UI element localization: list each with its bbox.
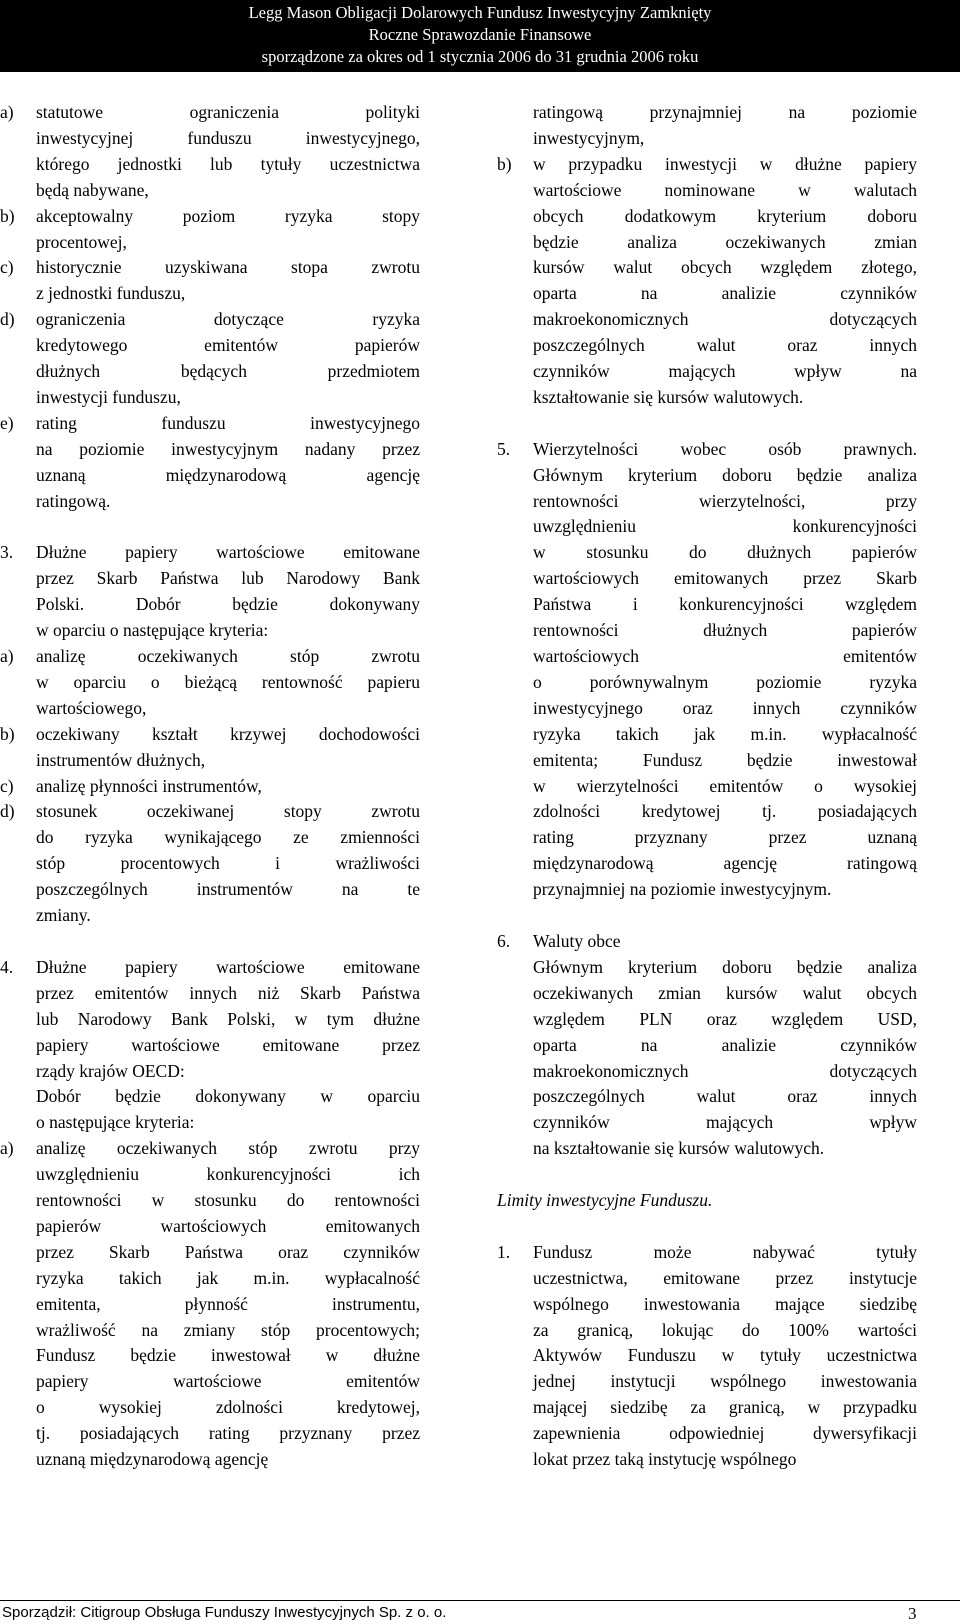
text-line: papierów wartościowych emitowanych <box>36 1215 420 1236</box>
header-period: sporządzone za okres od 1 stycznia 2006 do 31 grudnia 2006 roku <box>261 47 699 66</box>
text-line: Dłużne papiery wartościowe emitowane <box>36 542 420 563</box>
right-column <box>497 100 917 1473</box>
list-text <box>36 1136 420 1473</box>
text-line: przez emitentów innych niż Skarb Państwa <box>36 982 420 1003</box>
text-line: poszczególnych instrumentów na te <box>36 879 420 900</box>
section-4-criteria <box>0 1084 420 1136</box>
text-line: Głównym kryterium doboru będzie analiza <box>533 464 917 485</box>
text-line: Polski. Dobór będzie dokonywany <box>36 594 420 615</box>
list-item <box>0 100 420 204</box>
text-line: rentowności w stosunku do rentowności <box>36 1190 420 1211</box>
list-text <box>533 437 917 903</box>
text-line: uwzględnieniu konkurencyjności ich <box>36 1164 420 1185</box>
text-line: rating funduszu inwestycyjnego <box>36 412 420 433</box>
text-line: wartościowe nominowane w walutach <box>533 179 917 200</box>
text-line: emitenta; Fundusz będzie inwestował <box>533 749 917 770</box>
section-6 <box>497 929 917 1162</box>
text-line: inwestycji funduszu, <box>36 386 181 407</box>
section-3 <box>0 540 420 644</box>
text-line: poszczególnych walut oraz innych <box>533 335 917 356</box>
header-fund-name: Legg Mason Obligacji Dolarowych Fundusz Inwestycyjny Zamknięty <box>248 3 712 22</box>
text-line: inwestycyjnego oraz innych czynników <box>533 697 917 718</box>
text-line: ryzyka takich jak m.in. wypłacalność <box>533 723 917 744</box>
text-line: wartościowych emitowanych przez Skarb <box>533 568 917 589</box>
text-line: wartościowych emitentów <box>533 646 917 667</box>
list-text <box>36 774 420 800</box>
list-text <box>36 307 420 411</box>
list-item <box>0 644 420 722</box>
text-line: oczekiwanych zmian kursów walut obcych <box>533 982 917 1003</box>
text-line: oczekiwany kształt krzywej dochodowości <box>36 723 420 744</box>
list-item <box>0 307 420 411</box>
text-line: oparta na analizie czynników <box>533 1034 917 1055</box>
text-line: kursów walut obcych względem złotego, <box>533 257 917 278</box>
list-marker: 3. <box>0 542 14 563</box>
list-marker: d) <box>0 801 15 822</box>
list-marker: b) <box>0 205 15 226</box>
list-item <box>0 774 420 800</box>
list-text <box>36 799 420 929</box>
text-line: będą nabywane, <box>36 179 149 200</box>
document-footer <box>0 1600 960 1624</box>
list-text <box>36 722 420 774</box>
text-line: o następujące kryteria: <box>36 1112 195 1133</box>
text-line: lub Narodowy Bank Polski, w tym dłużne <box>36 1008 420 1029</box>
text-line: oparta na analizie czynników <box>533 283 917 304</box>
text-line: wartościowego, <box>36 697 147 718</box>
text-line: czynników mających wpływ na <box>533 361 917 382</box>
text-line: papiery wartościowe emitowane przez <box>36 1034 420 1055</box>
text-line: o porównywalnym poziomie ryzyka <box>533 671 917 692</box>
list-text <box>36 255 420 307</box>
text-line: stosunek oczekiwanej stopy zwrotu <box>36 801 420 822</box>
list-text <box>36 955 420 1085</box>
text-line: rating przyznany przez uznaną <box>533 827 917 848</box>
text-line: Wierzytelności wobec osób prawnych. <box>533 438 917 459</box>
list-text <box>36 411 420 515</box>
text-line: analizę oczekiwanych stóp zwrotu przy <box>36 1138 420 1159</box>
text-line: w oparciu o następujące kryteria: <box>36 620 269 641</box>
text-line: Dobór będzie dokonywany w oparciu <box>36 1086 420 1107</box>
text-line: poszczególnych walut oraz innych <box>533 1086 917 1107</box>
list-marker: 1. <box>497 1241 511 1262</box>
text-line: ratingową przynajmniej na poziomie <box>533 102 917 122</box>
text-line: obcych dodatkowym kryterium doboru <box>533 205 917 226</box>
text-line: instrumentów dłużnych, <box>36 749 206 770</box>
text-line: na kształtowanie się kursów walutowych. <box>533 1138 825 1159</box>
text-line: będzie analiza oczekiwanych zmian <box>533 231 917 252</box>
text-line: rentowności dłużnych papierów <box>533 620 917 641</box>
text-line: mającej siedzibę za granicą, w przypadku <box>533 1397 917 1418</box>
text-line: analizę płynności instrumentów, <box>36 775 262 796</box>
list-text <box>36 644 420 722</box>
text-line: w przypadku inwestycji w dłużne papiery <box>533 153 917 174</box>
text-line: z jednostki funduszu, <box>36 283 186 304</box>
limit-item-1 <box>497 1240 917 1473</box>
list-item <box>0 1136 420 1473</box>
text-line: emitenta, płynność instrumentu, <box>36 1293 420 1314</box>
text-line: zmiany. <box>36 905 91 926</box>
list-marker: e) <box>0 412 14 433</box>
text-line: zdolności kredytowej tj. posiadających <box>533 801 917 822</box>
text-line: dłużnych będących przedmiotem <box>36 361 420 382</box>
list-text <box>36 204 420 256</box>
page-number: 3 <box>908 1604 917 1623</box>
text-line: procentowej, <box>36 231 127 252</box>
text-line: rządy krajów OECD: <box>36 1060 185 1081</box>
text-line: w wierzytelności emitentów o wysokiej <box>533 775 917 796</box>
list-item <box>0 722 420 774</box>
text-line: którego jednostki lub tytuły uczestnictwa <box>36 153 420 174</box>
header-report-title: Roczne Sprawozdanie Finansowe <box>368 25 592 44</box>
text-line: uwzględnieniu konkurencyjności <box>533 516 917 537</box>
list-marker: a) <box>0 102 14 122</box>
text-line: uznaną międzynarodową agencję <box>36 1449 269 1470</box>
text-line: wrażliwość na zmiany stóp procentowych; <box>36 1319 420 1340</box>
text-line: ryzyka takich jak m.in. wypłacalność <box>36 1267 420 1288</box>
paragraph-gap <box>497 903 917 929</box>
text-line: tj. posiadających rating przyznany przez <box>36 1423 420 1444</box>
text-line: przez Skarb Państwa oraz czynników <box>36 1241 420 1262</box>
list-marker: d) <box>0 309 15 330</box>
text-line: w stosunku do dłużnych papierów <box>533 542 917 563</box>
text-line: historycznie uzyskiwana stopa zwrotu <box>36 257 420 278</box>
footer-divider <box>0 1600 960 1601</box>
limits-heading: Limity inwestycyjne Funduszu. <box>497 1190 713 1211</box>
list-marker: b) <box>0 723 15 744</box>
text-line: papiery wartościowe emitentów <box>36 1371 420 1392</box>
text-line: Aktywów Funduszu w tytuły uczestnictwa <box>533 1345 917 1366</box>
text-line: zapewnienia odpowiedniej dywersyfikacji <box>533 1423 917 1444</box>
text-line: lokat przez taką instytucję wspólnego <box>533 1449 797 1470</box>
text-line: przez Skarb Państwa lub Narodowy Bank <box>36 568 420 589</box>
footer-prepared-by: Sporządził: Citigroup Obsługa Funduszy Inwestycyjnych Sp. z o. o. <box>2 1604 447 1621</box>
continued-item <box>497 100 917 152</box>
list-marker: c) <box>0 775 14 796</box>
list-marker: c) <box>0 257 14 278</box>
list-text <box>36 540 420 644</box>
paragraph-gap <box>497 1162 917 1188</box>
text-line: analizę oczekiwanych stóp zwrotu <box>36 646 420 667</box>
text-line: międzynarodową agencję ratingową <box>533 853 917 874</box>
text-line: ratingową. <box>36 490 111 511</box>
text-line: Głównym kryterium doboru będzie analiza <box>533 956 917 977</box>
paragraph-gap <box>0 515 420 541</box>
list-item <box>0 204 420 256</box>
list-text <box>36 100 420 204</box>
text-line: wspólnego inwestowania mające siedzibę <box>533 1293 917 1314</box>
text-line: stóp procentowych i wrażliwości <box>36 853 420 874</box>
list-item <box>0 255 420 307</box>
text-line: inwestycyjnej funduszu inwestycyjnego, <box>36 127 420 148</box>
list-marker: a) <box>0 1138 14 1159</box>
text-line: czynników mających wpływ <box>533 1112 917 1133</box>
paragraph-gap <box>497 411 917 437</box>
text-line: uznaną międzynarodową agencję <box>36 464 420 485</box>
document-header <box>0 0 960 72</box>
text-line: Dłużne papiery wartościowe emitowane <box>36 956 420 977</box>
text-line: rentowności wierzytelności, przy <box>533 490 917 511</box>
section-4 <box>0 955 420 1085</box>
list-item <box>0 411 420 515</box>
text-line: uczestnictwa, emitowane przez instytucje <box>533 1267 917 1288</box>
text-line: za granicą, lokując do 100% wartości <box>533 1319 917 1340</box>
list-marker: 6. <box>497 930 511 951</box>
text-line: kształtowanie się kursów walutowych. <box>533 386 804 407</box>
text-line: inwestycyjnym, <box>533 127 645 148</box>
list-text <box>533 929 917 1162</box>
paragraph-gap <box>0 929 420 955</box>
text-line: akceptowalny poziom ryzyka stopy <box>36 205 420 226</box>
text-line: na poziomie inwestycyjnym nadany przez <box>36 438 420 459</box>
text-line: kredytowego emitentów papierów <box>36 335 420 356</box>
section-5 <box>497 437 917 903</box>
list-marker: b) <box>497 153 512 174</box>
text-line: przynajmniej na poziomie inwestycyjnym. <box>533 879 832 900</box>
text-line: statutowe ograniczenia polityki <box>36 102 420 122</box>
text-line: względem PLN oraz względem USD, <box>533 1008 917 1029</box>
text-line: makroekonomicznych dotyczących <box>533 309 917 330</box>
text-line: Państwa i konkurencyjności względem <box>533 594 917 615</box>
section-title: Waluty obce <box>533 930 621 951</box>
text-line: w oparciu o bieżącą rentowność papieru <box>36 671 420 692</box>
text-line: jednej instytucji wspólnego inwestowania <box>533 1371 917 1392</box>
list-item <box>497 152 917 411</box>
list-marker: 4. <box>0 956 14 977</box>
left-column <box>0 100 420 1473</box>
list-text <box>533 152 917 411</box>
list-text <box>533 1240 917 1473</box>
text-line: Fundusz może nabywać tytuły <box>533 1241 917 1262</box>
list-marker: a) <box>0 646 14 667</box>
list-item <box>0 799 420 929</box>
text-line: Fundusz będzie inwestował w dłużne <box>36 1345 420 1366</box>
paragraph-gap <box>497 1214 917 1240</box>
text-line: ograniczenia dotyczące ryzyka <box>36 309 420 330</box>
text-line: o wysokiej zdolności kredytowej, <box>36 1397 420 1418</box>
list-marker: 5. <box>497 438 511 459</box>
text-line: makroekonomicznych dotyczących <box>533 1060 917 1081</box>
text-line: do ryzyka wynikającego ze zmienności <box>36 827 420 848</box>
